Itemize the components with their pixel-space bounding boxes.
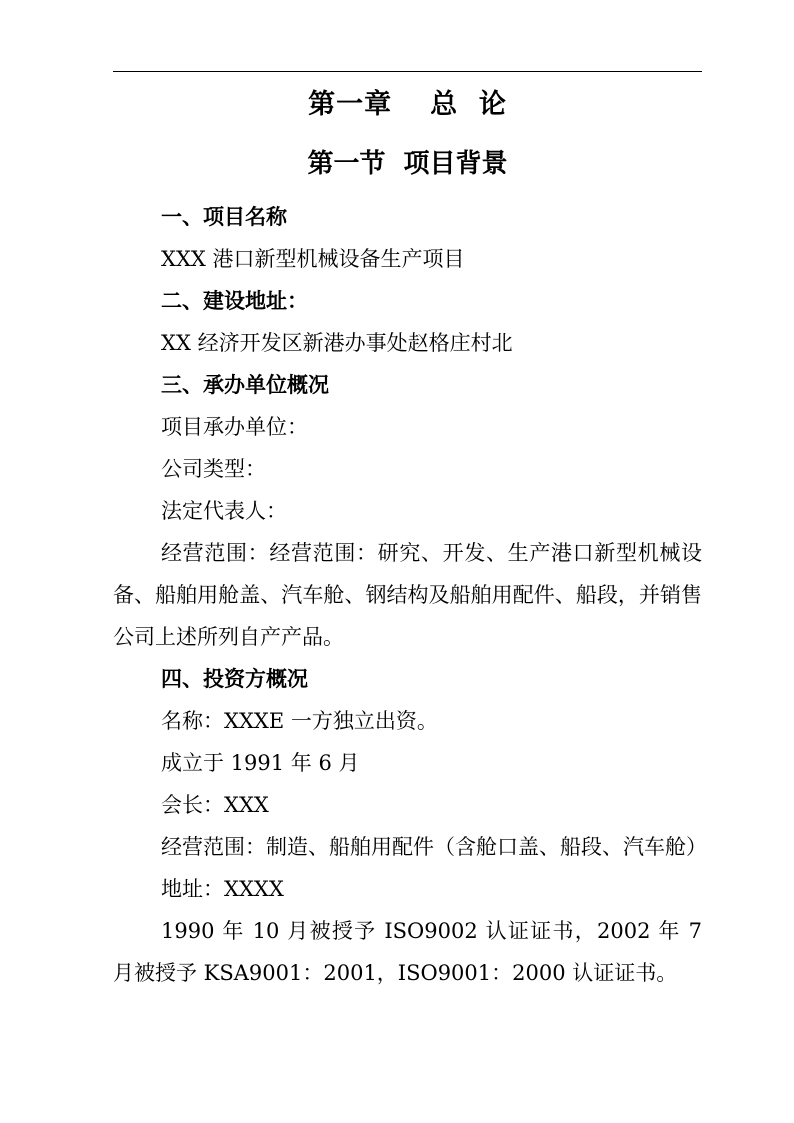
investor-founded: 成立于 1991 年 6 月 [161, 751, 360, 775]
chapter-prefix: 第一章 [308, 89, 393, 120]
document-body [113, 80, 707, 994]
heading-undertaker: 三、承办单位概况 [161, 372, 329, 397]
section-title: 第一节 项目背景 [307, 149, 508, 179]
heading-investor: 四、投资方概况 [161, 666, 308, 691]
company-type: 公司类型： [161, 457, 266, 481]
investor-name: 名称：XXXE 一方独立出资。 [161, 709, 438, 733]
heading-build-address: 二、建设地址： [161, 288, 308, 313]
build-address-value: XX 经济开发区新港办事处赵格庄村北 [161, 331, 513, 355]
chapter-title [113, 80, 702, 130]
investor-address: 地址：XXXX [161, 877, 284, 901]
business-scope: 经营范围：经营范围：研究、开发、生产港口新型机械设备、船舶用舱盖、汽车舱、钢结构及船舶用配件、船段，并销售公司上述所列自产产品。 [113, 541, 702, 649]
investor-scope: 经营范围：制造、船舶用配件（含舱口盖、船段、汽车舱） [161, 835, 707, 859]
project-name-value: XXX 港口新型机械设备生产项目 [161, 247, 465, 271]
legal-representative: 法定代表人： [161, 499, 287, 523]
undertaker-unit: 项目承办单位： [161, 415, 308, 439]
investor-chairman: 会长：XXX [161, 793, 269, 817]
heading-project-name: 一、项目名称 [161, 204, 287, 229]
certifications: 1990 年 10 月被授予 ISO9002 认证证书，2002 年 7 月被授予 KSA9001：2001，ISO9001：2000 认证证书。 [113, 919, 702, 985]
header-rule [113, 71, 702, 72]
chapter-name: 总 论 [430, 89, 507, 120]
